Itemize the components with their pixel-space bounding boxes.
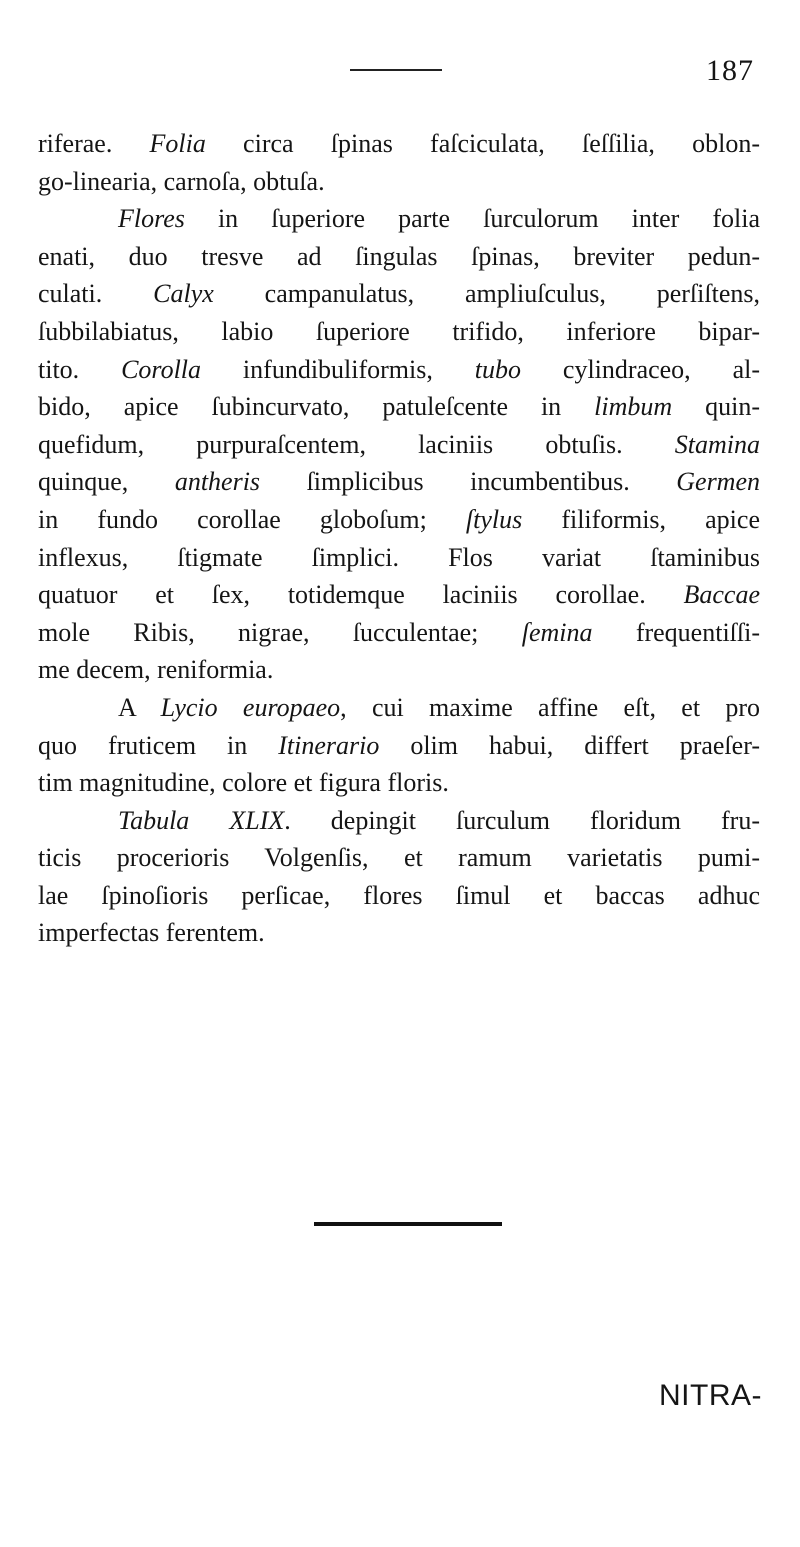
text-run: quefidum, purpuraſcentem, laciniis obtuſis. [38, 429, 675, 459]
section-end-rule [314, 1222, 502, 1226]
text-run: circa ſpinas faſciculata, ſeſſilia, oblon- [205, 129, 760, 158]
text-run: mole Ribis, nigrae, ſucculentae; [38, 617, 522, 647]
text-run: A [118, 692, 161, 722]
header-rule [350, 69, 442, 71]
text-run: cylindraceo, al- [521, 354, 761, 384]
italic-term: Flores [118, 204, 185, 234]
italic-term: ſtylus [465, 504, 523, 534]
text-line [38, 614, 760, 652]
text-run: tito. [38, 354, 122, 384]
text-line [38, 877, 760, 915]
italic-term: Lycio europaeo [160, 692, 341, 722]
text-line [38, 651, 760, 689]
italic-term: limbum [594, 392, 673, 422]
text-run: quin- [672, 392, 760, 422]
text-run: filiformis, apice [522, 504, 760, 534]
text-line [38, 200, 760, 238]
text-run: , cui maxime affine eſt, et pro [340, 692, 760, 722]
text-line [38, 351, 760, 389]
text-run: riferae. [38, 129, 150, 158]
italic-term: antheris [174, 467, 261, 497]
text-run: enati, duo tresve ad ſingulas ſpinas, breviter pedun- [38, 241, 760, 271]
text-line [38, 914, 760, 952]
text-run: bido, apice ſubincurvato, patuleſcente in [38, 392, 595, 422]
text-run: lae ſpinoſioris perſicae, flores ſimul et baccas adhuc [38, 880, 760, 910]
text-line [38, 576, 760, 614]
text-line [38, 125, 760, 163]
text-run: me decem, reniformia. [38, 655, 274, 685]
text-line [38, 388, 760, 426]
text-run: imperfectas ferentem. [38, 918, 265, 948]
text-run: tim magnitudine, colore et figura floris. [38, 768, 449, 798]
text-run: ſimplicibus incumbentibus. [260, 467, 677, 497]
italic-term: Calyx [153, 279, 214, 309]
italic-term: Germen [676, 467, 761, 497]
text-line [38, 313, 760, 351]
text-line [38, 463, 760, 501]
italic-term: Baccae [683, 580, 760, 610]
italic-term: tubo [474, 354, 522, 384]
text-run: infundibuliformis, [201, 354, 475, 384]
text-line [38, 238, 760, 276]
italic-term: Tabula XLIX [118, 805, 285, 835]
text-line [38, 501, 760, 539]
text-run: culati. [38, 279, 154, 309]
text-run: ticis procerioris Volgenſis, et ramum varietatis pumi- [38, 843, 760, 873]
page-number: 187 [706, 54, 754, 87]
text-run: olim habui, differt praeſer- [379, 730, 760, 760]
text-run: . depingit ſurculum floridum fru- [284, 805, 760, 835]
italic-term: Stamina [674, 429, 760, 459]
text-line [38, 764, 760, 802]
text-run: ſubbilabiatus, labio ſuperiore trifido, inferiore bipar- [38, 316, 760, 346]
text-line [38, 275, 760, 313]
text-run: in ſuperiore parte ſurculorum inter folia [184, 204, 760, 234]
body-text [38, 125, 760, 952]
italic-term: Corolla [121, 354, 202, 384]
italic-term: Itinerario [278, 730, 380, 760]
text-run: quatuor et ſex, totidemque laciniis corollae. [38, 580, 684, 610]
italic-term: ſemina [521, 617, 593, 647]
text-line [38, 426, 760, 464]
text-run: go-linearia, carnoſa, obtuſa. [38, 166, 325, 196]
text-line [38, 802, 760, 840]
text-run: in fundo corollae globoſum; [38, 504, 466, 534]
text-line [38, 163, 760, 201]
text-run: quo fruticem in [38, 730, 279, 760]
text-line [38, 727, 760, 765]
text-line [38, 539, 760, 577]
text-run: quinque, [38, 467, 175, 497]
text-run: campanulatus, ampliuſculus, perſiſtens, [213, 279, 760, 309]
text-line [38, 839, 760, 877]
text-line [38, 689, 760, 727]
text-run: inflexus, ſtigmate ſimplici. Flos variat ſtaminibus [38, 542, 760, 572]
text-run: frequentiſſi- [592, 617, 760, 647]
italic-term: Folia [149, 129, 206, 158]
catchword: NITRA- [659, 1379, 762, 1412]
